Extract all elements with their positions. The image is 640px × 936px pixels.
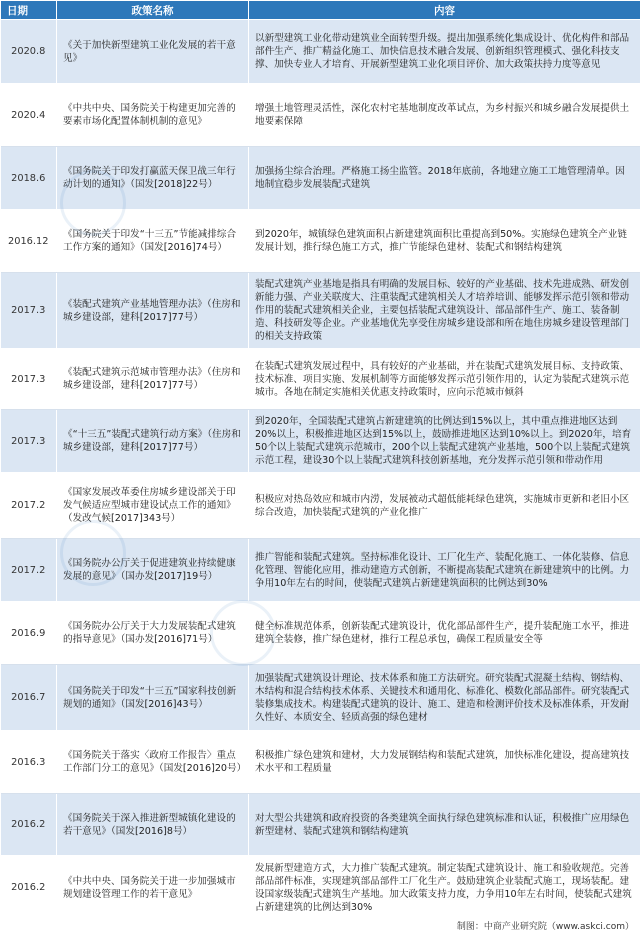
table-row xyxy=(1,665,640,731)
row-content: 到2020年，城镇绿色建筑面积占新建建筑面积比重提高到50%。实施绿色建筑全产业链发展计划，推行绿色施工方式，推广节能绿色建材、装配式和钢结构建筑 xyxy=(249,210,640,273)
row-date: 2016.2 xyxy=(1,856,57,920)
row-content: 积极应对热岛效应和城市内涝，发展被动式超低能耗绿色建筑，实施城市更新和老旧小区综合改造，加快装配式建筑的产业化推广 xyxy=(249,473,640,539)
row-date: 2017.3 xyxy=(1,349,57,410)
table-row xyxy=(1,794,640,856)
source-text: 制图：中商产业研究院（www.askci.com） xyxy=(456,922,634,932)
row-policy: 《装配式建筑示范城市管理办法》（住房和城乡建设部，建科[2017]77号） xyxy=(57,349,249,410)
header-date: 日期 xyxy=(1,1,57,20)
row-policy: 《中共中央、国务院关于进一步加强城市规划建设管理工作的若干意见》 xyxy=(57,856,249,920)
row-content: 健全标准规范体系，创新装配式建筑设计，优化部品部件生产，提升装配施工水平，推进建筑全装修，推广绿色建材，推行工程总承包，确保工程质量安全等 xyxy=(249,602,640,665)
row-content: 加强扬尘综合治理。严格施工扬尘监管。2018年底前，各地建立施工工地管理清单。因地制宜稳步发展装配式建筑 xyxy=(249,147,640,210)
table-row xyxy=(1,731,640,794)
table-row xyxy=(1,602,640,665)
row-policy: 《国务院关于深入推进新型城镇化建设的若干意见》（国发[2016]8号） xyxy=(57,794,249,856)
row-date: 2018.6 xyxy=(1,147,57,210)
row-policy: 《国务院关于落实〈政府工作报告〉重点工作部门分工的意见》（国发[2016]20号） xyxy=(57,731,249,794)
table-header-row xyxy=(1,1,640,20)
row-content: 装配式建筑产业基地是指具有明确的发展目标、较好的产业基础、技术先进成熟、研发创新能力强、产业关联度大、注重装配式建筑相关人才培养培训、能够发挥示范引领和带动作用的装配式建筑相关企业，主要包括装配式建筑设计、部品部件生产、施工、装备制造、科技研发等企业。产业基地优先享受住房城乡建设部和所在地住房城乡建设管理部门的相关支持政策 xyxy=(249,273,640,349)
row-date: 2017.2 xyxy=(1,473,57,539)
row-policy: 《“十三五”装配式建筑行动方案》（住房和城乡建设部，建科[2017]77号） xyxy=(57,410,249,473)
row-content: 加强装配式建筑设计理论、技术体系和施工方法研究。研究装配式混凝土结构、钢结构、木结构和混合结构技术体系、关键技术和通用化、标准化、模数化部品部件。研究装配式装修集成技术。构建装配式建筑的设计、施工、建造和检测评价技术及标准体系，开发耐久性好、本质安全、轻质高强的绿色建材 xyxy=(249,665,640,731)
row-policy: 《国家发展改革委住房城乡建设部关于印发气候适应型城市建设试点工作的通知》（发改气候[2017]343号） xyxy=(57,473,249,539)
row-date: 2016.9 xyxy=(1,602,57,665)
table-row xyxy=(1,410,640,473)
row-date: 2020.4 xyxy=(1,84,57,147)
row-content: 发展新型建造方式，大力推广装配式建筑。制定装配式建筑设计、施工和验收规范。完善部品部件标准，实现建筑部品部件工厂化生产。鼓励建筑企业装配式施工，现场装配。建设国家级装配式建筑生产基地。加大政策支持力度，力争用10年左右时间，使装配式建筑占新建建筑的比例达到30% xyxy=(249,856,640,920)
row-content: 在装配式建筑发展过程中，具有较好的产业基础，并在装配式建筑发展目标、支持政策、技术标准、项目实施、发展机制等方面能够发挥示范引领作用的，认定为装配式建筑示范城市。各地在制定实施相关优惠支持政策时，应向示范城市倾斜 xyxy=(249,349,640,410)
row-policy: 《关于加快新型建筑工业化发展的若干意见》 xyxy=(57,20,249,84)
table-row xyxy=(1,273,640,349)
row-policy: 《中共中央、国务院关于构建更加完善的要素市场化配置体制机制的意见》 xyxy=(57,84,249,147)
row-date: 2016.2 xyxy=(1,794,57,856)
header-policy: 政策名称 xyxy=(57,1,249,20)
row-policy: 《国务院办公厅关于大力发展装配式建筑的指导意见》（国办发[2016]71号） xyxy=(57,602,249,665)
row-policy: 《国务院办公厅关于促进建筑业持续健康发展的意见》（国办发[2017]19号） xyxy=(57,539,249,602)
header-content: 内容 xyxy=(249,1,640,20)
row-date: 2016.12 xyxy=(1,210,57,273)
table-row xyxy=(1,210,640,273)
row-policy: 《国务院关于印发“十三五”节能减排综合工作方案的通知》（国发[2016]74号） xyxy=(57,210,249,273)
row-policy: 《国务院关于印发打赢蓝天保卫战三年行动计划的通知》（国发[2018]22号） xyxy=(57,147,249,210)
table-row xyxy=(1,20,640,84)
table-row xyxy=(1,84,640,147)
table-row xyxy=(1,349,640,410)
row-policy: 《国务院关于印发“十三五”国家科技创新规划的通知》（国发[2016]43号） xyxy=(57,665,249,731)
table-row xyxy=(1,856,640,920)
row-content: 增强土地管理灵活性，深化农村宅基地制度改革试点，为乡村振兴和城乡融合发展提供土地要素保障 xyxy=(249,84,640,147)
row-content: 对大型公共建筑和政府投资的各类建筑全面执行绿色建筑标准和认证，积极推广应用绿色新型建材、装配式建筑和钢结构建筑 xyxy=(249,794,640,856)
row-content: 到2020年，全国装配式建筑占新建建筑的比例达到15%以上，其中重点推进地区达到20%以上，积极推进地区达到15%以上，鼓励推进地区达到10%以上。到2020年，培育50个以上装配式建筑示范城市，200个以上装配式建筑产业基地，500个以上装配式建筑示范工程，建设30个以上装配式建筑科技创新基地，充分发挥示范引领和带动作用 xyxy=(249,410,640,473)
row-date: 2016.3 xyxy=(1,731,57,794)
table-row xyxy=(1,147,640,210)
row-date: 2017.2 xyxy=(1,539,57,602)
source-footer xyxy=(0,918,640,936)
row-date: 2017.3 xyxy=(1,273,57,349)
table-row xyxy=(1,473,640,539)
row-date: 2020.8 xyxy=(1,20,57,84)
row-content: 推广智能和装配式建筑。坚持标准化设计、工厂化生产、装配化施工、一体化装修、信息化管理、智能化应用，推动建造方式创新，不断提高装配式建筑在新建建筑中的比例。力争用10年左右的时间，使装配式建筑占新建建筑面积的比例达到30% xyxy=(249,539,640,602)
row-policy: 《装配式建筑产业基地管理办法》（住房和城乡建设部，建科[2017]77号） xyxy=(57,273,249,349)
row-date: 2017.3 xyxy=(1,410,57,473)
row-content: 积极推广绿色建筑和建材，大力发展钢结构和装配式建筑，加快标准化建设，提高建筑技术水平和工程质量 xyxy=(249,731,640,794)
table-row xyxy=(1,539,640,602)
row-content: 以新型建筑工业化带动建筑业全面转型升级。提出加强系统化集成设计、优化构件和部品部件生产、推广精益化施工、加快信息技术融合发展、创新组织管理模式、强化科技支撑、加快专业人才培育、开展新型建筑工业化项目评价、加大政策扶持力度等意见 xyxy=(249,20,640,84)
row-date: 2016.7 xyxy=(1,665,57,731)
